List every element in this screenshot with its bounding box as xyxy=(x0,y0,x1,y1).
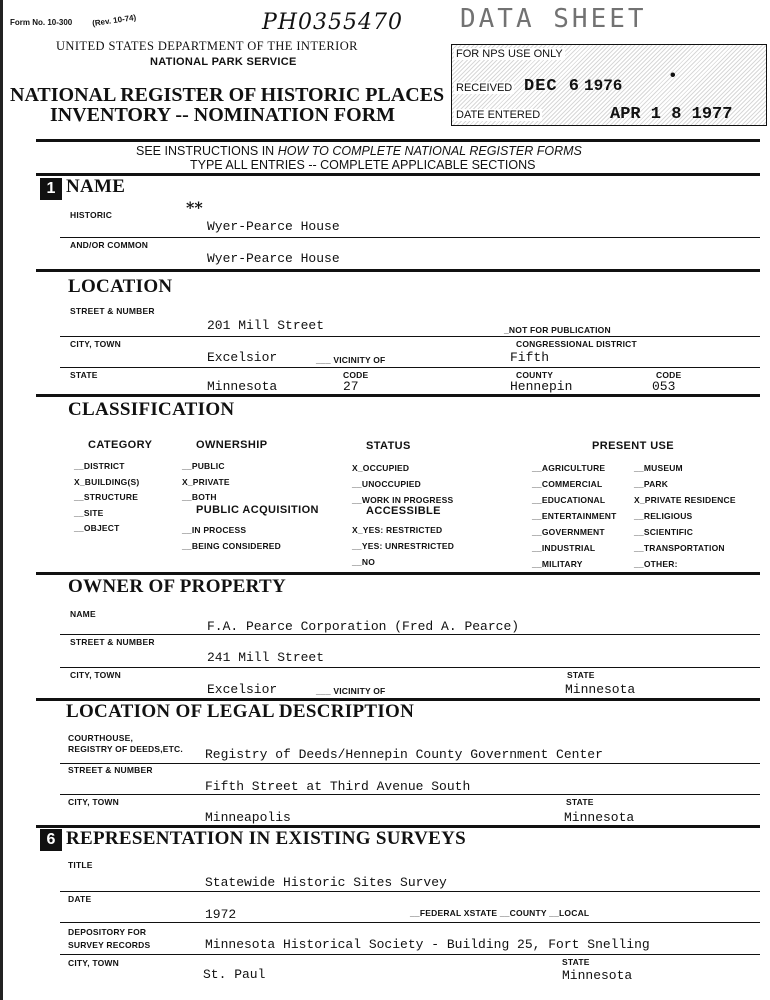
rule xyxy=(60,367,760,368)
nps-use-box xyxy=(451,44,767,126)
department-name: UNITED STATES DEPARTMENT OF THE INTERIOR xyxy=(56,39,358,53)
received-date-stamp: DEC 6 xyxy=(524,77,581,96)
not-for-publication: _NOT FOR PUBLICATION xyxy=(504,325,611,335)
ownership-option: __PUBLIC xyxy=(182,461,225,471)
survey-state-label: STATE xyxy=(562,957,590,967)
present-use-option: __MUSEUM xyxy=(634,463,683,473)
depository-label-line: DEPOSITORY FOR xyxy=(68,927,147,937)
service-name: NATIONAL PARK SERVICE xyxy=(150,56,297,68)
form-title-line2: INVENTORY -- NOMINATION FORM xyxy=(50,104,396,126)
owner-state-value: Minnesota xyxy=(565,682,636,697)
legal-city-value: Minneapolis xyxy=(205,810,291,825)
present-use-heading: PRESENT USE xyxy=(592,440,675,452)
handwritten-id: PH0355470 xyxy=(262,10,403,35)
header-rule xyxy=(36,139,760,142)
classification-heading: CLASSIFICATION xyxy=(68,399,235,420)
nps-use-label: FOR NPS USE ONLY xyxy=(456,48,563,60)
page-edge-bar xyxy=(0,0,3,1000)
rule xyxy=(60,794,760,795)
location-state-label: STATE xyxy=(70,370,98,380)
county-value: Hennepin xyxy=(510,379,573,394)
accessible-list xyxy=(352,522,454,570)
section-rule xyxy=(36,269,760,272)
acquisition-option: __BEING CONSIDERED xyxy=(182,541,282,551)
accessible-option: X_YES: RESTRICTED xyxy=(352,525,443,535)
state-code-label: CODE xyxy=(343,370,369,380)
location-vicinity: ___ VICINITY OF xyxy=(316,355,386,365)
present-use-option: __INDUSTRIAL xyxy=(532,543,596,553)
survey-title-value: Statewide Historic Sites Survey xyxy=(205,875,447,890)
owner-heading: OWNER OF PROPERTY xyxy=(68,576,287,597)
instructions-line2: TYPE ALL ENTRIES -- COMPLETE APPLICABLE SECTIONS xyxy=(190,158,536,172)
present-use-option: __RELIGIOUS xyxy=(634,511,693,521)
rule xyxy=(60,336,760,337)
rule xyxy=(60,891,760,892)
location-heading: LOCATION xyxy=(68,276,173,297)
form-title-line1: NATIONAL REGISTER OF HISTORIC PLACES xyxy=(10,84,445,106)
owner-city-label: CITY, TOWN xyxy=(70,670,121,680)
received-year-stamp: 1976 xyxy=(584,77,623,95)
date-entered-label: DATE ENTERED xyxy=(456,109,541,121)
rule xyxy=(60,763,760,764)
category-option: __OBJECT xyxy=(74,523,120,533)
accessible-option: __NO xyxy=(352,557,376,567)
status-heading: STATUS xyxy=(366,440,411,452)
stamp-dot: • xyxy=(670,67,676,84)
depository-value: Minnesota Historical Society - Building 25, Fort Snelling xyxy=(205,937,650,952)
courthouse-value: Registry of Deeds/Hennepin County Government Center xyxy=(205,747,603,762)
historic-name-value: Wyer-Pearce House xyxy=(207,219,340,234)
courthouse-label xyxy=(68,733,183,755)
survey-state-value: Minnesota xyxy=(562,968,633,983)
present-use-option: __EDUCATIONAL xyxy=(532,495,606,505)
legal-street-label: STREET & NUMBER xyxy=(68,765,153,775)
section-number-6: 6 xyxy=(40,829,62,851)
location-street-label: STREET & NUMBER xyxy=(70,306,155,316)
section-rule xyxy=(36,394,760,397)
owner-state-label: STATE xyxy=(567,670,595,680)
depository-label xyxy=(68,926,150,952)
depository-label-line: SURVEY RECORDS xyxy=(68,940,151,950)
name-heading: NAME xyxy=(66,176,126,197)
rule xyxy=(60,922,760,923)
rule xyxy=(60,667,760,668)
instructions-rule xyxy=(36,173,760,176)
owner-name-label: NAME xyxy=(70,609,96,619)
location-street-value: 201 Mill Street xyxy=(207,318,325,333)
historic-asterisks: ** xyxy=(186,198,203,217)
historic-label: HISTORIC xyxy=(70,210,113,220)
survey-date-label: DATE xyxy=(68,894,92,904)
state-code-value: 27 xyxy=(343,379,359,394)
location-city-value: Excelsior xyxy=(207,350,278,365)
acquisition-list xyxy=(182,522,281,554)
legal-description-heading: LOCATION OF LEGAL DESCRIPTION xyxy=(66,701,415,722)
legal-city-label: CITY, TOWN xyxy=(68,797,119,807)
ownership-option: X_PRIVATE xyxy=(182,476,230,487)
survey-title-label: TITLE xyxy=(68,860,93,870)
present-use-option: __MILITARY xyxy=(532,559,583,569)
rule xyxy=(60,237,760,238)
county-label: COUNTY xyxy=(516,370,554,380)
ownership-list xyxy=(182,459,230,506)
ownership-heading: OWNERSHIP xyxy=(196,439,268,451)
ownership-option: __BOTH xyxy=(182,492,217,502)
status-list xyxy=(352,460,453,508)
legal-state-label: STATE xyxy=(566,797,594,807)
received-label: RECEIVED xyxy=(456,82,513,94)
accessible-option: __YES: UNRESTRICTED xyxy=(352,541,455,551)
category-option: __SITE xyxy=(74,507,104,518)
data-sheet-stamp: DATA SHEET xyxy=(460,4,647,34)
survey-level-options: __FEDERAL XSTATE __COUNTY __LOCAL xyxy=(410,908,590,918)
survey-date-value: 1972 xyxy=(205,907,237,922)
owner-street-value: 241 Mill Street xyxy=(207,650,325,665)
category-option: X_BUILDING(S) xyxy=(74,476,140,487)
common-name-value: Wyer-Pearce House xyxy=(207,251,340,266)
present-use-option: __COMMERCIAL xyxy=(532,479,603,489)
rule xyxy=(60,954,760,955)
county-code-value: 053 xyxy=(652,379,676,394)
accessible-heading: ACCESSIBLE xyxy=(366,505,441,517)
present-use-option: __GOVERNMENT xyxy=(532,527,605,537)
date-entered-stamp: APR 1 8 1977 xyxy=(610,105,733,124)
present-use-right-list xyxy=(634,460,736,572)
survey-city-value: St. Paul xyxy=(203,967,266,982)
present-use-option: __OTHER: xyxy=(634,559,678,569)
category-option: __STRUCTURE xyxy=(74,492,139,502)
present-use-option: __PARK xyxy=(634,479,669,489)
courthouse-label-line: COURTHOUSE, xyxy=(68,733,134,743)
status-option: __WORK IN PROGRESS xyxy=(352,495,454,505)
present-use-option: __TRANSPORTATION xyxy=(634,543,725,553)
category-option: __DISTRICT xyxy=(74,461,125,471)
category-heading: CATEGORY xyxy=(88,439,153,451)
rule xyxy=(60,634,760,635)
owner-street-label: STREET & NUMBER xyxy=(70,637,155,647)
present-use-option: __ENTERTAINMENT xyxy=(532,511,617,521)
form-number: Form No. 10-300 xyxy=(10,18,73,27)
status-option: X_OCCUPIED xyxy=(352,463,410,473)
congressional-district-value: Fifth xyxy=(510,350,550,365)
location-city-label: CITY, TOWN xyxy=(70,339,121,349)
county-code-label: CODE xyxy=(656,370,682,380)
congressional-district-label: CONGRESSIONAL DISTRICT xyxy=(516,339,637,349)
instructions-line1: SEE INSTRUCTIONS IN HOW TO COMPLETE NATIONAL REGISTER FORMS xyxy=(136,144,582,158)
public-acquisition-heading: PUBLIC ACQUISITION xyxy=(196,504,319,516)
present-use-left-list xyxy=(532,460,617,572)
survey-city-label: CITY, TOWN xyxy=(68,958,119,968)
owner-name-value: F.A. Pearce Corporation (Fred A. Pearce) xyxy=(207,619,520,634)
present-use-option: X_PRIVATE RESIDENCE xyxy=(634,495,736,505)
legal-street-value: Fifth Street at Third Avenue South xyxy=(205,779,471,794)
form-revision: (Rev. 10-74) xyxy=(91,12,137,29)
common-label: AND/OR COMMON xyxy=(70,240,149,250)
owner-city-value: Excelsior xyxy=(207,682,278,697)
legal-state-value: Minnesota xyxy=(564,810,635,825)
location-state-value: Minnesota xyxy=(207,379,278,394)
section-number-1: 1 xyxy=(40,178,62,200)
owner-vicinity: ___ VICINITY OF xyxy=(316,686,386,696)
present-use-option: __AGRICULTURE xyxy=(532,463,606,473)
section-rule xyxy=(36,572,760,575)
courthouse-label-line: REGISTRY OF DEEDS,ETC. xyxy=(68,744,183,754)
category-list xyxy=(74,459,139,537)
acquisition-option: __IN PROCESS xyxy=(182,525,247,535)
present-use-option: __SCIENTIFIC xyxy=(634,527,694,537)
surveys-heading: REPRESENTATION IN EXISTING SURVEYS xyxy=(66,828,467,849)
status-option: __UNOCCUPIED xyxy=(352,479,421,489)
